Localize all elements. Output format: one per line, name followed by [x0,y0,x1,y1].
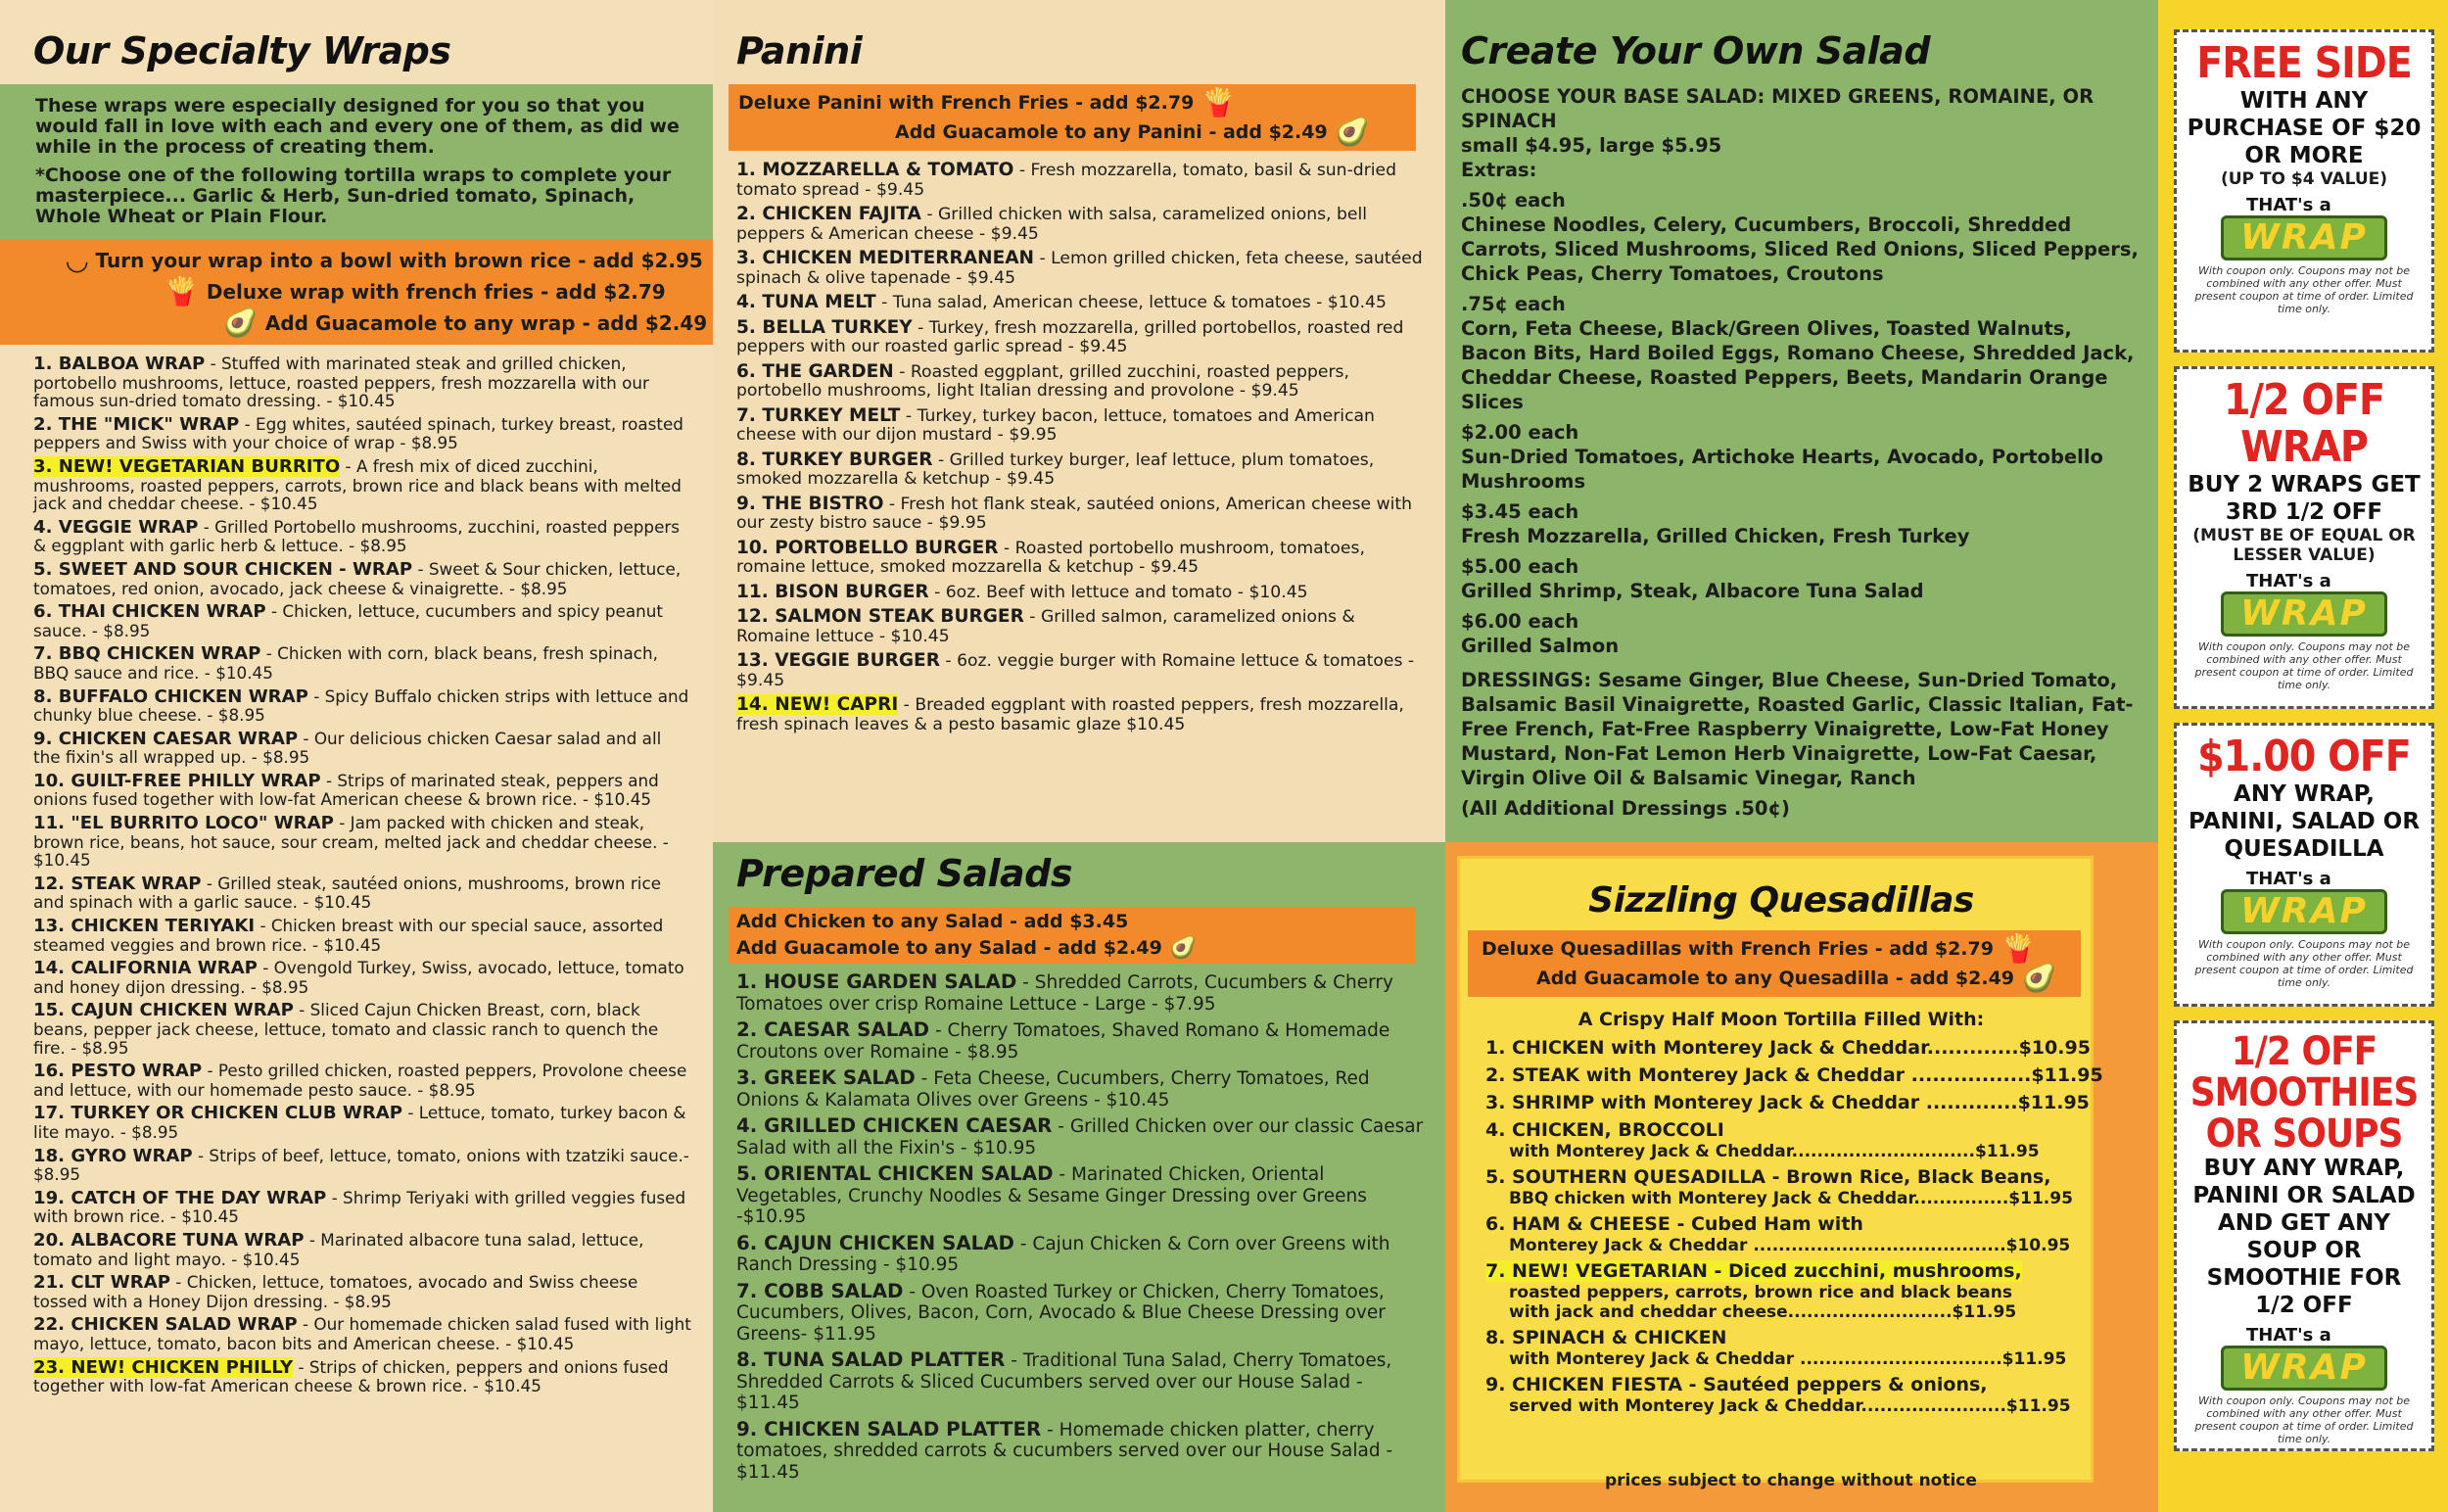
menu-item-description: - Spicy Buffalo chicken strips with lettuce and chunky blue cheese. - $8.95 [33,685,689,726]
salad-line: $3.45 each [1461,500,1579,523]
menu-item [33,415,691,452]
coupon-fine-print: With coupon only. Coupons may not be combined with any other offer. Must present coupon at time of order. Limited time only. [2194,1394,2414,1445]
menu-item [33,1147,691,1184]
salad-line: (All Additional Dressings .50¢) [1461,797,1790,820]
salad-line: $2.00 each [1461,421,1579,444]
menu-item-name: 5. ORIENTAL CHICKEN SALAD [736,1162,1054,1185]
salad-line: CHOOSE YOUR BASE SALAD: MIXED GREENS, ROMAINE, OR SPINACH [1461,85,2095,132]
wrap-logo-main: WRAP [2221,591,2387,637]
menu-item-name: 13. CHICKEN TERIYAKI [33,916,256,937]
quesadilla-name: 9. CHICKEN FIESTA - Sautéed peppers & onions, [1485,1374,1988,1395]
menu-item-description: - Homemade chicken platter, cherry tomatoes, shredded carrots & cucumbers served over our House Salad - $11.45 [736,1419,1393,1483]
menu-item-description: - Jam packed with chicken and steak, brown rice, beans, hot sauce, sour cream, melted jack and cheddar cheese. - $10.45 [33,813,669,871]
quesadillas-panel [1457,856,2103,1490]
salad-line: Sun-Dried Tomatoes, Artichoke Hearts, Avocado, Portobello Mushrooms [1461,446,2103,493]
menu-item-name: 10. GUILT-FREE PHILLY WRAP [33,770,321,791]
menu-item [736,583,1426,603]
menu-item [33,1358,691,1395]
menu-item-description: - Grilled salmon, caramelized onions & Romaine lettuce - $10.45 [736,607,1355,646]
menu-item-name: 1. BALBOA WRAP [33,354,206,374]
menu-item-name: 6. THE GARDEN [736,360,894,382]
menu-item [33,560,691,597]
quesadilla-name: 4. CHICKEN, BROCCOLI [1485,1119,1724,1141]
wrap-logo-top: THAT's a [2246,869,2331,889]
coupon-card [2174,29,2434,353]
menu-item [33,602,691,639]
menu-item-description: - Cherry Tomatoes, Shaved Romano & Homemade Croutons over Romaine - $8.95 [736,1020,1390,1063]
quesadillas-title: Sizzling Quesadillas [1588,880,1974,921]
coupon-fine-print: With coupon only. Coupons may not be combined with any other offer. Must present coupon at time of order. Limited time only. [2194,938,2414,989]
menu-item-description: - Turkey, turkey bacon, lettuce, tomatoes and American cheese with our dijon mustard - $9.95 [736,405,1375,445]
menu-item [736,607,1426,646]
menu-item-name: 7. BBQ CHICKEN WRAP [33,643,261,665]
menu-item-name: 11. BISON BURGER [736,581,929,602]
menu-item [736,205,1426,244]
quesadillas-addon: Add Guacamole to any Quesadilla - add $2.49 [1536,968,2015,989]
quesadilla-detail: roasted peppers, carrots, brown rice and black beans with jack and cheddar cheese..........................$11.95 [1509,1283,2017,1322]
menu-item-name: 2. THE "MICK" WRAP [33,413,240,435]
menu-item-description: - Fresh mozzarella, tomato, basil & sun-dried tomato spread - $9.45 [736,161,1397,200]
coupon-card [2174,1020,2434,1451]
salad-line: Fresh Mozzarella, Grilled Chicken, Fresh Turkey [1461,525,1970,547]
menu-item-name: 12. SALMON STEAK BURGER [736,606,1024,627]
quesadilla-item [1472,1326,2091,1349]
quesadilla-detail: with Monterey Jack & Cheddar ................................$11.95 [1509,1349,2067,1369]
wrap-logo-main: WRAP [2221,889,2387,934]
menu-item [736,249,1426,288]
menu-item-description: - Grilled Chicken over our classic Caesar Salad with all the Fixin's - $10.95 [736,1116,1424,1158]
wrap-logo-main: WRAP [2221,215,2387,260]
menu-item-name: 3. NEW! VEGETARIAN BURRITO [33,455,341,477]
menu-item [33,518,691,555]
quesadilla-name: 3. SHRIMP with Monterey Jack & Cheddar .............$11.95 [1485,1092,2090,1113]
quesadillas-addon: Deluxe Quesadillas with French Fries - add $2.79 [1482,938,1994,960]
coupon-offer: WITH ANY PURCHASE OF $20 OR MORE [2187,88,2422,168]
menu-item-description: - Tuna salad, American cheese, lettuce & tomatoes - $10.45 [875,293,1387,312]
menu-item-name: 19. CATCH OF THE DAY WRAP [33,1187,327,1208]
coupon-offer: BUY 2 WRAPS GET 3RD 1/2 OFF [2188,472,2421,525]
menu-item-name: 2. CHICKEN FAJITA [736,204,921,224]
menu-item-description: - Our homemade chicken salad fused with light mayo, lettuce, tomato, bacon bits and American cheese. - $10.45 [33,1314,691,1353]
menu-item-name: 13. VEGGIE BURGER [736,650,940,671]
menu-item-description: - Marinated Chicken, Oriental Vegetables, Crunchy Noodles & Sesame Ginger Dressing over Greens -$10.95 [736,1164,1367,1227]
salad-line: small $4.95, large $5.95 [1461,134,1722,157]
quesadilla-item [1472,1212,2091,1236]
menu-item-name: 18. GYRO WRAP [33,1145,193,1166]
prepared-list [736,971,1426,1483]
menu-item [736,1233,1426,1276]
menu-item [736,1115,1426,1158]
avocado-icon: 🥑 [1169,936,1198,961]
coupon-list [2174,29,2434,1451]
salad-line: Grilled Salmon [1461,635,1620,657]
menu-item [33,1001,691,1057]
menu-item [736,539,1426,578]
menu-item [33,772,691,809]
coupon-offer: BUY ANY WRAP, PANINI OR SALAD AND GET ANY SOUP OR SMOOTHIE FOR 1/2 OFF [2192,1156,2416,1318]
menu-item-description: - 6oz. veggie burger with Romaine lettuce & tomatoes - $9.45 [736,651,1415,690]
menu-item-description: - Sweet & Sour chicken, lettuce, tomatoes, red onion, avocado, jack cheese & vinaigrette. - $8.95 [33,558,682,598]
quesadilla-detail: with Monterey Jack & Cheddar.............................$11.95 [1509,1142,2040,1161]
quesadilla-name: 6. HAM & CHEESE - Cubed Ham with [1485,1213,1863,1235]
menu-item [736,293,1426,313]
menu-item [736,495,1426,534]
wraps-addons [0,239,713,345]
menu-item-description: - A fresh mix of diced zucchini, mushrooms, roasted peppers, carrots, brown rice and black beans with melted jack and cheddar cheese. - $10.45 [33,455,682,514]
quesadilla-item [1472,1118,2091,1142]
quesadillas-addons [1468,930,2081,997]
salad-line: Grilled Shrimp, Steak, Albacore Tuna Salad [1461,580,1924,602]
quesadilla-item [1472,1091,2091,1114]
menu-item-description: - Grilled steak, sautéed onions, mushrooms, brown rice and spinach with a garlic sauce. - $10.45 [33,873,662,913]
avocado-icon: 🥑 [2022,962,2056,994]
menu-item [736,1349,1426,1414]
salad-line: .75¢ each [1461,293,1566,315]
prepared-title: Prepared Salads [736,852,1072,895]
menu-item-description: - Cajun Chicken & Corn over Greens with Ranch Dressing - $10.95 [736,1233,1390,1275]
menu-item-description: - Shredded Carrots, Cucumbers & Cherry Tomatoes over crisp Romaine Lettuce - Large - $7.95 [736,972,1393,1015]
quesadilla-item [1472,1373,2091,1396]
prepared-addons [729,907,1416,964]
menu-item [736,1163,1426,1228]
salad-line: $6.00 each [1461,610,1579,633]
quesadilla-name: 7. NEW! VEGETARIAN - Diced zucchini, mushrooms, [1485,1260,2022,1282]
menu-item-description: - Marinated albacore tuna salad, lettuce, tomato and light mayo. - $10.45 [33,1229,644,1269]
wrap-logo-top: THAT's a [2246,1325,2331,1346]
menu-item-description: - Strips of chicken, peppers and onions fused together with low-fat American cheese & brown rice. - $10.45 [33,1356,669,1396]
menu-item [33,959,691,996]
menu-item [33,814,691,870]
quesadilla-item [1472,1259,2091,1283]
menu-item [736,651,1426,690]
wrap-logo-top: THAT's a [2246,195,2331,215]
menu-item-name: 4. GRILLED CHICKEN CAESAR [736,1114,1053,1137]
menu-item-name: 6. THAI CHICKEN WRAP [33,601,266,623]
wraps-addon: Deluxe wrap with french fries - add $2.79 [206,280,666,304]
coupon-headline: 1/2 OFF SMOOTHIES OR SOUPS [2189,1029,2419,1157]
menu-item-description: - Roasted eggplant, grilled zucchini, roasted peppers, portobello mushrooms, light Italian dressing and provolone - $9.45 [736,361,1349,401]
menu-item-name: 3. CHICKEN MEDITERRANEAN [736,248,1035,268]
menu-item [736,1019,1426,1063]
quesadilla-name: 2. STEAK with Monterey Jack & Cheddar .................$11.95 [1485,1064,2103,1086]
menu-item-name: 23. NEW! CHICKEN PHILLY [33,1356,294,1378]
menu-item [736,971,1426,1015]
panini-title: Panini [736,29,863,72]
panini-addon: Add Guacamole to any Panini - add $2.49 [895,121,1328,143]
menu-item [33,874,691,912]
menu-item-name: 17. TURKEY OR CHICKEN CLUB WRAP [33,1103,403,1124]
avocado-icon: 🥑 [1335,116,1370,148]
menu-item [33,1189,691,1226]
menu-item-description: - Grilled Portobello mushrooms, zucchini, roasted peppers & eggplant with garlic herb & lettuce. - $8.95 [33,516,681,556]
menu-item-description: - 6oz. Beef with lettuce and tomato - $10.45 [928,582,1308,602]
menu-item-description: - Stuffed with marinated steak and grilled chicken, portobello mushrooms, lettuce, roasted peppers, fresh mozzarella with our famous sun-dried tomato dressing. - $10.45 [33,354,649,411]
coupon-card [2174,723,2434,1007]
menu-item-description: - Oven Roasted Turkey or Chicken, Cherry Tomatoes, Cucumbers, Olives, Bacon, Corn, Avocado & Blue Cheese Dressing over Greens- $11.95 [736,1281,1386,1345]
menu-item-name: 8. BUFFALO CHICKEN WRAP [33,685,308,707]
menu-item-name: 7. TURKEY MELT [736,404,901,426]
menu-item [736,161,1426,200]
menu-item [736,318,1426,357]
menu-item-description: - Lettuce, tomato, turkey bacon & lite mayo. - $8.95 [33,1103,686,1142]
menu-item [33,1231,691,1268]
wrap-logo [2221,869,2387,934]
menu-item-name: 5. BELLA TURKEY [736,316,913,338]
panini-section [713,0,1445,842]
quesadilla-detail: Monterey Jack & Cheddar ........................................$10.95 [1509,1236,2071,1255]
coupon-condition: (UP TO $4 VALUE) [2220,169,2388,189]
menu-item [736,1281,1426,1346]
salad-line: Corn, Feta Cheese, Black/Green Olives, Toasted Walnuts, Bacon Bits, Hard Boiled Eggs, Romano Cheese, Shredded Jack, Cheddar Cheese, Roasted Peppers, Beets, Mandarin Orange Slices [1461,317,2135,413]
coupons-column [2158,0,2448,1512]
wrap-logo [2221,571,2387,637]
menu-item-name: 12. STEAK WRAP [33,873,202,894]
menu-item [33,917,691,954]
coupon-offer: ANY WRAP, PANINI, SALAD OR QUESADILLA [2188,781,2421,862]
menu-item [736,1067,1426,1110]
menu-item-description: - Turkey, fresh mozzarella, grilled portobellos, roasted red peppers with our roasted garlic spread - $9.45 [736,317,1404,356]
menu-item-name: 1. HOUSE GARDEN SALAD [736,970,1017,993]
menu-item-description: - Pesto grilled chicken, roasted peppers, Provolone cheese and lettuce, with our homemade pesto sauce. - $8.95 [33,1061,687,1100]
menu-item-name: 9. CHICKEN CAESAR WRAP [33,728,299,749]
menu-item-name: 5. SWEET AND SOUR CHICKEN - WRAP [33,558,413,580]
wraps-intro-text: These wraps were especially designed for you so that you would fall in love with each and every one of them, as did we while in the process of creating them. [35,95,680,158]
wrap-logo-main: WRAP [2221,1346,2387,1391]
menu-item-name: 6. CAJUN CHICKEN SALAD [736,1231,1014,1254]
prepared-salads-section [713,842,1445,1512]
menu-item-name: 1. MOZZARELLA & TOMATO [736,160,1014,180]
coupon-condition: (MUST BE OF EQUAL OR LESSER VALUE) [2192,526,2416,565]
quesadilla-name: 1. CHICKEN with Monterey Jack & Cheddar.............$10.95 [1485,1037,2091,1059]
menu-item-description: - Chicken, lettuce, cucumbers and spicy peanut sauce. - $8.95 [33,601,664,640]
menu-item-description: - Ovengold Turkey, Swiss, avocado, lettuce, tomato and honey dijon dressing. - $8.95 [33,958,684,997]
wraps-list [33,354,691,1395]
menu-item-name: 7. COBB SALAD [736,1279,904,1302]
menu-item-description: - Feta Cheese, Cucumbers, Cherry Tomatoes, Red Onions & Kalamata Olives over Greens - $10.45 [736,1068,1370,1110]
create-salad-section [1445,0,2158,842]
quesadillas-list [1472,1036,2103,1416]
wraps-addon: Add Guacamole to any wrap - add $2.49 [264,311,708,335]
menu-item-description: - Fresh hot flank steak, sautéed onions, American cheese with our zesty bistro sauce - $9.95 [736,494,1413,533]
menu-item-description: - Breaded eggplant with roasted peppers, fresh mozzarella, fresh spinach leaves & a pesto basamic glaze $10.45 [736,695,1404,734]
menu-item-name: 21. CLT WRAP [33,1272,170,1294]
menu-item-name: 4. VEGGIE WRAP [33,516,199,538]
menu-item-description: - Lemon grilled chicken, feta cheese, sautéed spinach & olive tapenade - $9.45 [736,249,1423,288]
right-column [1445,0,2158,1512]
wraps-addon: Turn your wrap into a bowl with brown rice - add $2.95 [95,249,703,272]
coupon-card [2174,366,2434,709]
wrap-logo [2221,195,2387,260]
fries-icon: 🍟 [1201,86,1237,118]
avocado-icon: 🥑 [223,307,258,339]
menu-item-name: 3. GREEK SALAD [736,1066,916,1089]
coupon-headline: $1.00 OFF [2197,732,2411,781]
coupon-fine-print: With coupon only. Coupons may not be combined with any other offer. Must present coupon at time of order. Limited time only. [2194,264,2414,315]
menu-item [33,730,691,767]
panini-addon: Deluxe Panini with French Fries - add $2.79 [738,92,1195,114]
wraps-intro [0,84,713,239]
menu-item [736,362,1426,402]
dressings-text: DRESSINGS: Sesame Ginger, Blue Cheese, Sun-Dried Tomato, Balsamic Basil Vinaigrette, Roasted Garlic, Classic Italian, Fat-Free French, Fat-Free Raspberry Vinaigrette, Low-Fat Honey Mustard, Non-Fat Lemon Herb Vinaigrette, Low-Fat Caesar, Virgin Olive Oil & Balsamic Vinegar, Ranch [1461,669,2134,789]
menu-item [736,1419,1426,1484]
menu-item-description: - Egg whites, sautéed spinach, turkey breast, roasted peppers and Swiss with your choice of wrap - $8.95 [33,413,683,453]
quesadilla-name: 5. SOUTHERN QUESADILLA - Brown Rice, Black Beans, [1485,1166,2051,1188]
prepared-addon: Add Guacamole to any Salad - add $2.49 [736,937,1162,959]
menu-item-name: 2. CAESAR SALAD [736,1018,930,1041]
menu-item [33,1273,691,1310]
menu-item [33,687,691,725]
wraps-title: Our Specialty Wraps [33,29,451,72]
panini-list [736,161,1426,734]
menu-item-description: - Our delicious chicken Caesar salad and all the fixin's all wrapped up. - $8.95 [33,728,662,768]
menu-item-description: - Grilled turkey burger, leaf lettuce, plum tomatoes, smoked mozzarella & ketchup - $9.45 [736,449,1375,489]
quesadilla-detail: BBQ chicken with Monterey Jack & Cheddar...............$11.95 [1509,1189,2073,1208]
salad-line: .50¢ each [1461,189,1566,212]
menu-item [33,1104,691,1141]
salad-line: $5.00 each [1461,555,1579,578]
menu-item-name: 4. TUNA MELT [736,292,876,312]
menu-item [736,406,1426,446]
menu-item [33,354,691,410]
menu-item-description: - Strips of beef, lettuce, tomato, onions with tzatziki sauce.- $8.95 [33,1145,689,1185]
quesadilla-item [1472,1165,2091,1189]
menu-item-description: - Grilled chicken with salsa, caramelized onions, bell peppers & American cheese - $9.45 [736,205,1368,244]
specialty-wraps-section [0,0,713,1512]
quesadilla-item [1472,1063,2103,1087]
menu-item-name: 9. CHICKEN SALAD PLATTER [736,1417,1042,1441]
fries-icon: 🍟 [2001,932,2036,965]
fries-icon: 🍟 [165,275,199,307]
menu-item [33,1062,691,1099]
salad-line: Chinese Noodles, Celery, Cucumbers, Broccoli, Shredded Carrots, Sliced Mushrooms, Sliced Red Onions, Sliced Peppers, Chick Peas, Cherry Tomatoes, Croutons [1461,213,2139,285]
quesadilla-item [1472,1036,2091,1060]
menu-item-name: 14. CALIFORNIA WRAP [33,958,258,979]
menu-item-name: 10. PORTOBELLO BURGER [736,537,999,558]
menu-item-description: - Sliced Cajun Chicken Breast, corn, black beans, pepper jack cheese, lettuce, tomato and classic ranch to quench the fire. - $8.95 [33,1000,659,1058]
menu-item-description: - Chicken with corn, black beans, fresh spinach, BBQ sauce and rice. - $10.45 [33,643,658,683]
quesadillas-section [1445,842,2158,1512]
menu-item [33,644,691,682]
coupon-headline: FREE SIDE [2196,38,2412,88]
menu-item-name: 9. THE BISTRO [736,493,884,514]
middle-column [713,0,1445,1512]
menu-item [33,1315,691,1352]
menu-item-name: 15. CAJUN CHICKEN WRAP [33,1000,294,1021]
coupon-fine-print: With coupon only. Coupons may not be combined with any other offer. Must present coupon at time of order. Limited time only. [2194,640,2414,691]
menu-item-description: - Strips of marinated steak, peppers and onions fused together with low-fat American cheese & brown rice. - $10.45 [33,770,659,810]
quesadilla-detail: served with Monterey Jack & Cheddar.......................$11.95 [1509,1396,2071,1416]
bowl-icon: ◡ [67,244,88,276]
menu-item-name: 14. NEW! CAPRI [736,694,899,715]
menu-item-description: - Chicken, lettuce, tomatoes, avocado and Swiss cheese tossed with a Honey Dijon dressing. - $8.95 [33,1272,638,1311]
price-disclaimer: prices subject to change without notice [1605,1471,1977,1490]
menu-item-name: 16. PESTO WRAP [33,1061,203,1082]
wrap-logo-top: THAT's a [2246,571,2331,591]
menu-item-name: 20. ALBACORE TUNA WRAP [33,1229,305,1251]
menu-item-name: 11. "EL BURRITO LOCO" WRAP [33,813,334,834]
wrap-logo [2221,1325,2387,1391]
menu-item-description: - Chicken breast with our special sauce, assorted steamed veggies and brown rice. - $10.45 [33,916,664,955]
menu-item [736,695,1426,734]
wraps-intro-choice: *Choose one of the following tortilla wraps to complete your masterpiece... Garlic & Herb, Sun-dried tomato, Spinach, Whole Wheat or Plain Flour. [35,165,672,227]
menu-item [33,457,691,513]
quesadillas-subtitle: A Crispy Half Moon Tortilla Filled With: [1577,1009,1985,1030]
menu-item-description: - Traditional Tuna Salad, Cherry Tomatoes, Shredded Carrots & Sliced Cucumbers served over our House Salad - $11.45 [736,1350,1392,1413]
panini-addons [729,84,1416,151]
menu-item-name: 8. TUNA SALAD PLATTER [736,1348,1006,1371]
menu-item-name: 8. TURKEY BURGER [736,449,933,470]
salad-line: Extras: [1461,159,1537,181]
menu-item-description: - Shrimp Teriyaki with grilled veggies fused with brown rice. - $10.45 [33,1187,686,1227]
menu-item-name: 22. CHICKEN SALAD WRAP [33,1314,298,1336]
menu-item [736,450,1426,490]
coupon-headline: 1/2 OFF WRAP [2223,375,2385,472]
menu-item-description: - Roasted portobello mushroom, tomatoes, romaine lettuce, smoked mozzarella & ketchup - $9.45 [736,538,1365,577]
prepared-addon: Add Chicken to any Salad - add $3.45 [736,911,1129,932]
quesadilla-name: 8. SPINACH & CHICKEN [1485,1327,1727,1348]
salad-list [1461,84,2139,821]
salad-title: Create Your Own Salad [1461,29,1931,72]
